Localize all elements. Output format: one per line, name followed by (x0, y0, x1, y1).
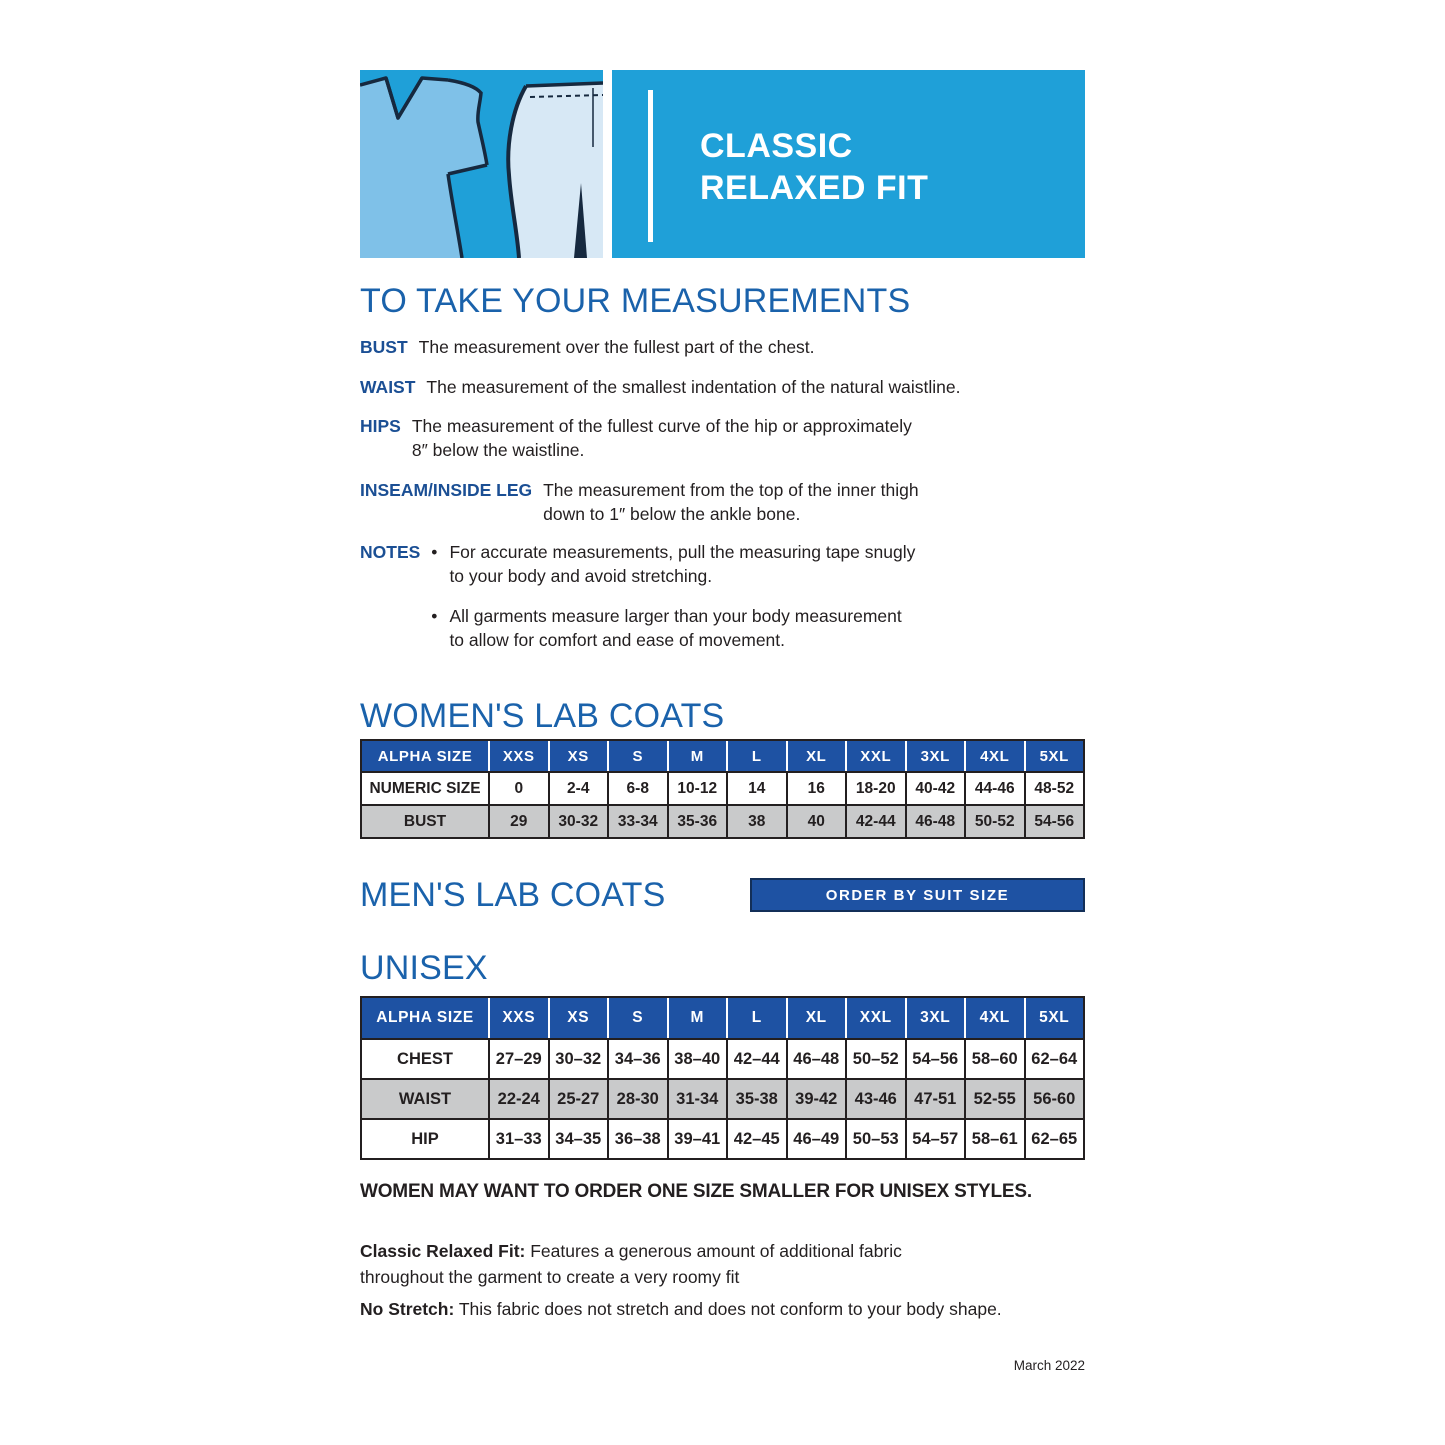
column-header: M (667, 998, 727, 1038)
column-header: 5XL (1024, 741, 1084, 771)
banner-title-box (612, 70, 1085, 258)
size-cell: 44-46 (964, 771, 1024, 804)
size-cell: 30-32 (548, 804, 608, 837)
no-stretch-label: No Stretch: (360, 1299, 455, 1319)
column-header: L (726, 998, 786, 1038)
measurement-text: The measurement over the fullest part of the chest. (418, 337, 815, 357)
bullet-icon: • (431, 542, 438, 562)
measurement-label: BUST (360, 337, 408, 357)
note-bullet (431, 604, 915, 652)
size-cell: 40-42 (905, 771, 965, 804)
table-row (362, 1078, 1083, 1118)
column-header: 4XL (964, 998, 1024, 1038)
size-cell: 6-8 (607, 771, 667, 804)
table-row (362, 1118, 1083, 1158)
size-cell: 33-34 (607, 804, 667, 837)
measurement-text: The measurement of the fullest curve of the hip or approximately (411, 416, 912, 436)
measurements-heading: TO TAKE YOUR MEASUREMENTS (360, 282, 911, 320)
measurement-item-hips (360, 414, 1085, 462)
unisex-sizing-note: WOMEN MAY WANT TO ORDER ONE SIZE SMALLER FOR UNISEX STYLES. (360, 1181, 1032, 1202)
column-header: 3XL (905, 741, 965, 771)
note-text: to your body and avoid stretching. (449, 566, 713, 586)
fit-title-line1: CLASSIC (700, 127, 853, 165)
size-cell: 58–60 (964, 1038, 1024, 1078)
size-cell: 46-48 (905, 804, 965, 837)
size-cell: 43-46 (845, 1078, 905, 1118)
size-cell: 50-52 (964, 804, 1024, 837)
measurement-text: 8″ below the waistline. (411, 440, 585, 460)
measurement-item-notes (360, 540, 1085, 652)
column-header: L (726, 741, 786, 771)
table-header-row (362, 741, 1083, 771)
mens-heading: MEN'S LAB COATS (360, 876, 666, 914)
womens-size-table (360, 739, 1085, 839)
banner-divider (603, 70, 612, 258)
size-cell: 2-4 (548, 771, 608, 804)
column-header: 5XL (1024, 998, 1084, 1038)
size-cell: 39-42 (786, 1078, 846, 1118)
size-cell: 28-30 (607, 1078, 667, 1118)
size-cell: 38 (726, 804, 786, 837)
row-label: BUST (362, 804, 488, 837)
size-cell: 34–36 (607, 1038, 667, 1078)
column-header: XL (786, 741, 846, 771)
order-by-suit-size-badge: ORDER BY SUIT SIZE (750, 878, 1085, 912)
size-cell: 35-38 (726, 1078, 786, 1118)
measurement-text: The measurement of the smallest indentation of the natural waistline. (426, 377, 961, 397)
classic-fit-label: Classic Relaxed Fit: (360, 1241, 526, 1261)
measurement-text: down to 1″ below the ankle bone. (543, 504, 801, 524)
row-label: HIP (362, 1118, 488, 1158)
size-cell: 46–48 (786, 1038, 846, 1078)
notes-bullet-list (431, 540, 915, 652)
column-header: S (607, 741, 667, 771)
size-cell: 47-51 (905, 1078, 965, 1118)
size-cell: 56-60 (1024, 1078, 1084, 1118)
measurement-item-waist (360, 375, 1085, 399)
measurement-label: INSEAM/INSIDE LEG (360, 480, 533, 500)
note-text: to allow for comfort and ease of movement. (449, 630, 786, 650)
row-label: NUMERIC SIZE (362, 771, 488, 804)
size-cell: 54–57 (905, 1118, 965, 1158)
fit-title (700, 125, 928, 209)
note-text: For accurate measurements, pull the measuring tape snugly (449, 542, 916, 562)
size-cell: 31-34 (667, 1078, 727, 1118)
size-cell: 31–33 (488, 1118, 548, 1158)
size-cell: 42–45 (726, 1118, 786, 1158)
no-stretch-description (360, 1296, 1085, 1322)
column-header: XXL (845, 741, 905, 771)
column-header: 4XL (964, 741, 1024, 771)
size-cell: 42-44 (845, 804, 905, 837)
fit-title-line2: RELAXED FIT (700, 169, 929, 207)
no-stretch-text: This fabric does not stretch and does not conform to your body shape. (454, 1299, 1002, 1319)
table-row (362, 804, 1083, 837)
measurement-label: HIPS (360, 416, 401, 436)
column-header: XL (786, 998, 846, 1038)
size-cell: 27–29 (488, 1038, 548, 1078)
size-cell: 62–64 (1024, 1038, 1084, 1078)
size-cell: 46–49 (786, 1118, 846, 1158)
size-cell: 35-36 (667, 804, 727, 837)
header-banner (360, 70, 1085, 258)
column-header: XS (548, 741, 608, 771)
size-cell: 62–65 (1024, 1118, 1084, 1158)
column-header: ALPHA SIZE (362, 998, 488, 1038)
size-cell: 36–38 (607, 1118, 667, 1158)
measurement-text: The measurement from the top of the inner thigh (543, 480, 919, 500)
classic-fit-text-line1: Features a generous amount of additional fabric (525, 1241, 902, 1261)
table-header-row (362, 998, 1083, 1038)
classic-fit-description (360, 1238, 1085, 1290)
column-header: XXS (488, 998, 548, 1038)
bullet-icon: • (431, 606, 438, 626)
column-header: XXS (488, 741, 548, 771)
column-header: ALPHA SIZE (362, 741, 488, 771)
column-header: M (667, 741, 727, 771)
banner-vertical-rule (648, 90, 653, 242)
size-cell: 30–32 (548, 1038, 608, 1078)
column-header: S (607, 998, 667, 1038)
measurement-item-inseam (360, 478, 1085, 526)
size-cell: 16 (786, 771, 846, 804)
size-cell: 54-56 (1024, 804, 1084, 837)
size-cell: 40 (786, 804, 846, 837)
table-row (362, 771, 1083, 804)
size-cell: 0 (488, 771, 548, 804)
measurement-label: WAIST (360, 377, 416, 397)
womens-heading: WOMEN'S LAB COATS (360, 697, 725, 735)
column-header: XXL (845, 998, 905, 1038)
size-cell: 39–41 (667, 1118, 727, 1158)
size-cell: 25-27 (548, 1078, 608, 1118)
size-cell: 34–35 (548, 1118, 608, 1158)
scrubs-illustration-icon (360, 70, 603, 258)
note-text: All garments measure larger than your body measurement (449, 606, 902, 626)
size-cell: 29 (488, 804, 548, 837)
size-cell: 50–52 (845, 1038, 905, 1078)
size-cell: 42–44 (726, 1038, 786, 1078)
row-label: WAIST (362, 1078, 488, 1118)
classic-fit-text-line2: throughout the garment to create a very roomy fit (360, 1267, 740, 1287)
column-header: 3XL (905, 998, 965, 1038)
row-label: CHEST (362, 1038, 488, 1078)
unisex-size-table (360, 996, 1085, 1160)
size-cell: 10-12 (667, 771, 727, 804)
column-header: XS (548, 998, 608, 1038)
size-cell: 50–53 (845, 1118, 905, 1158)
size-cell: 52-55 (964, 1078, 1024, 1118)
measurement-label: NOTES (360, 542, 421, 562)
note-bullet (431, 540, 915, 588)
revision-date: March 2022 (1013, 1358, 1085, 1373)
size-cell: 38–40 (667, 1038, 727, 1078)
unisex-heading: UNISEX (360, 949, 488, 987)
size-cell: 14 (726, 771, 786, 804)
size-cell: 48-52 (1024, 771, 1084, 804)
measurement-item-bust (360, 335, 1085, 359)
size-cell: 54–56 (905, 1038, 965, 1078)
size-cell: 22-24 (488, 1078, 548, 1118)
size-cell: 58–61 (964, 1118, 1024, 1158)
size-cell: 18-20 (845, 771, 905, 804)
table-row (362, 1038, 1083, 1078)
